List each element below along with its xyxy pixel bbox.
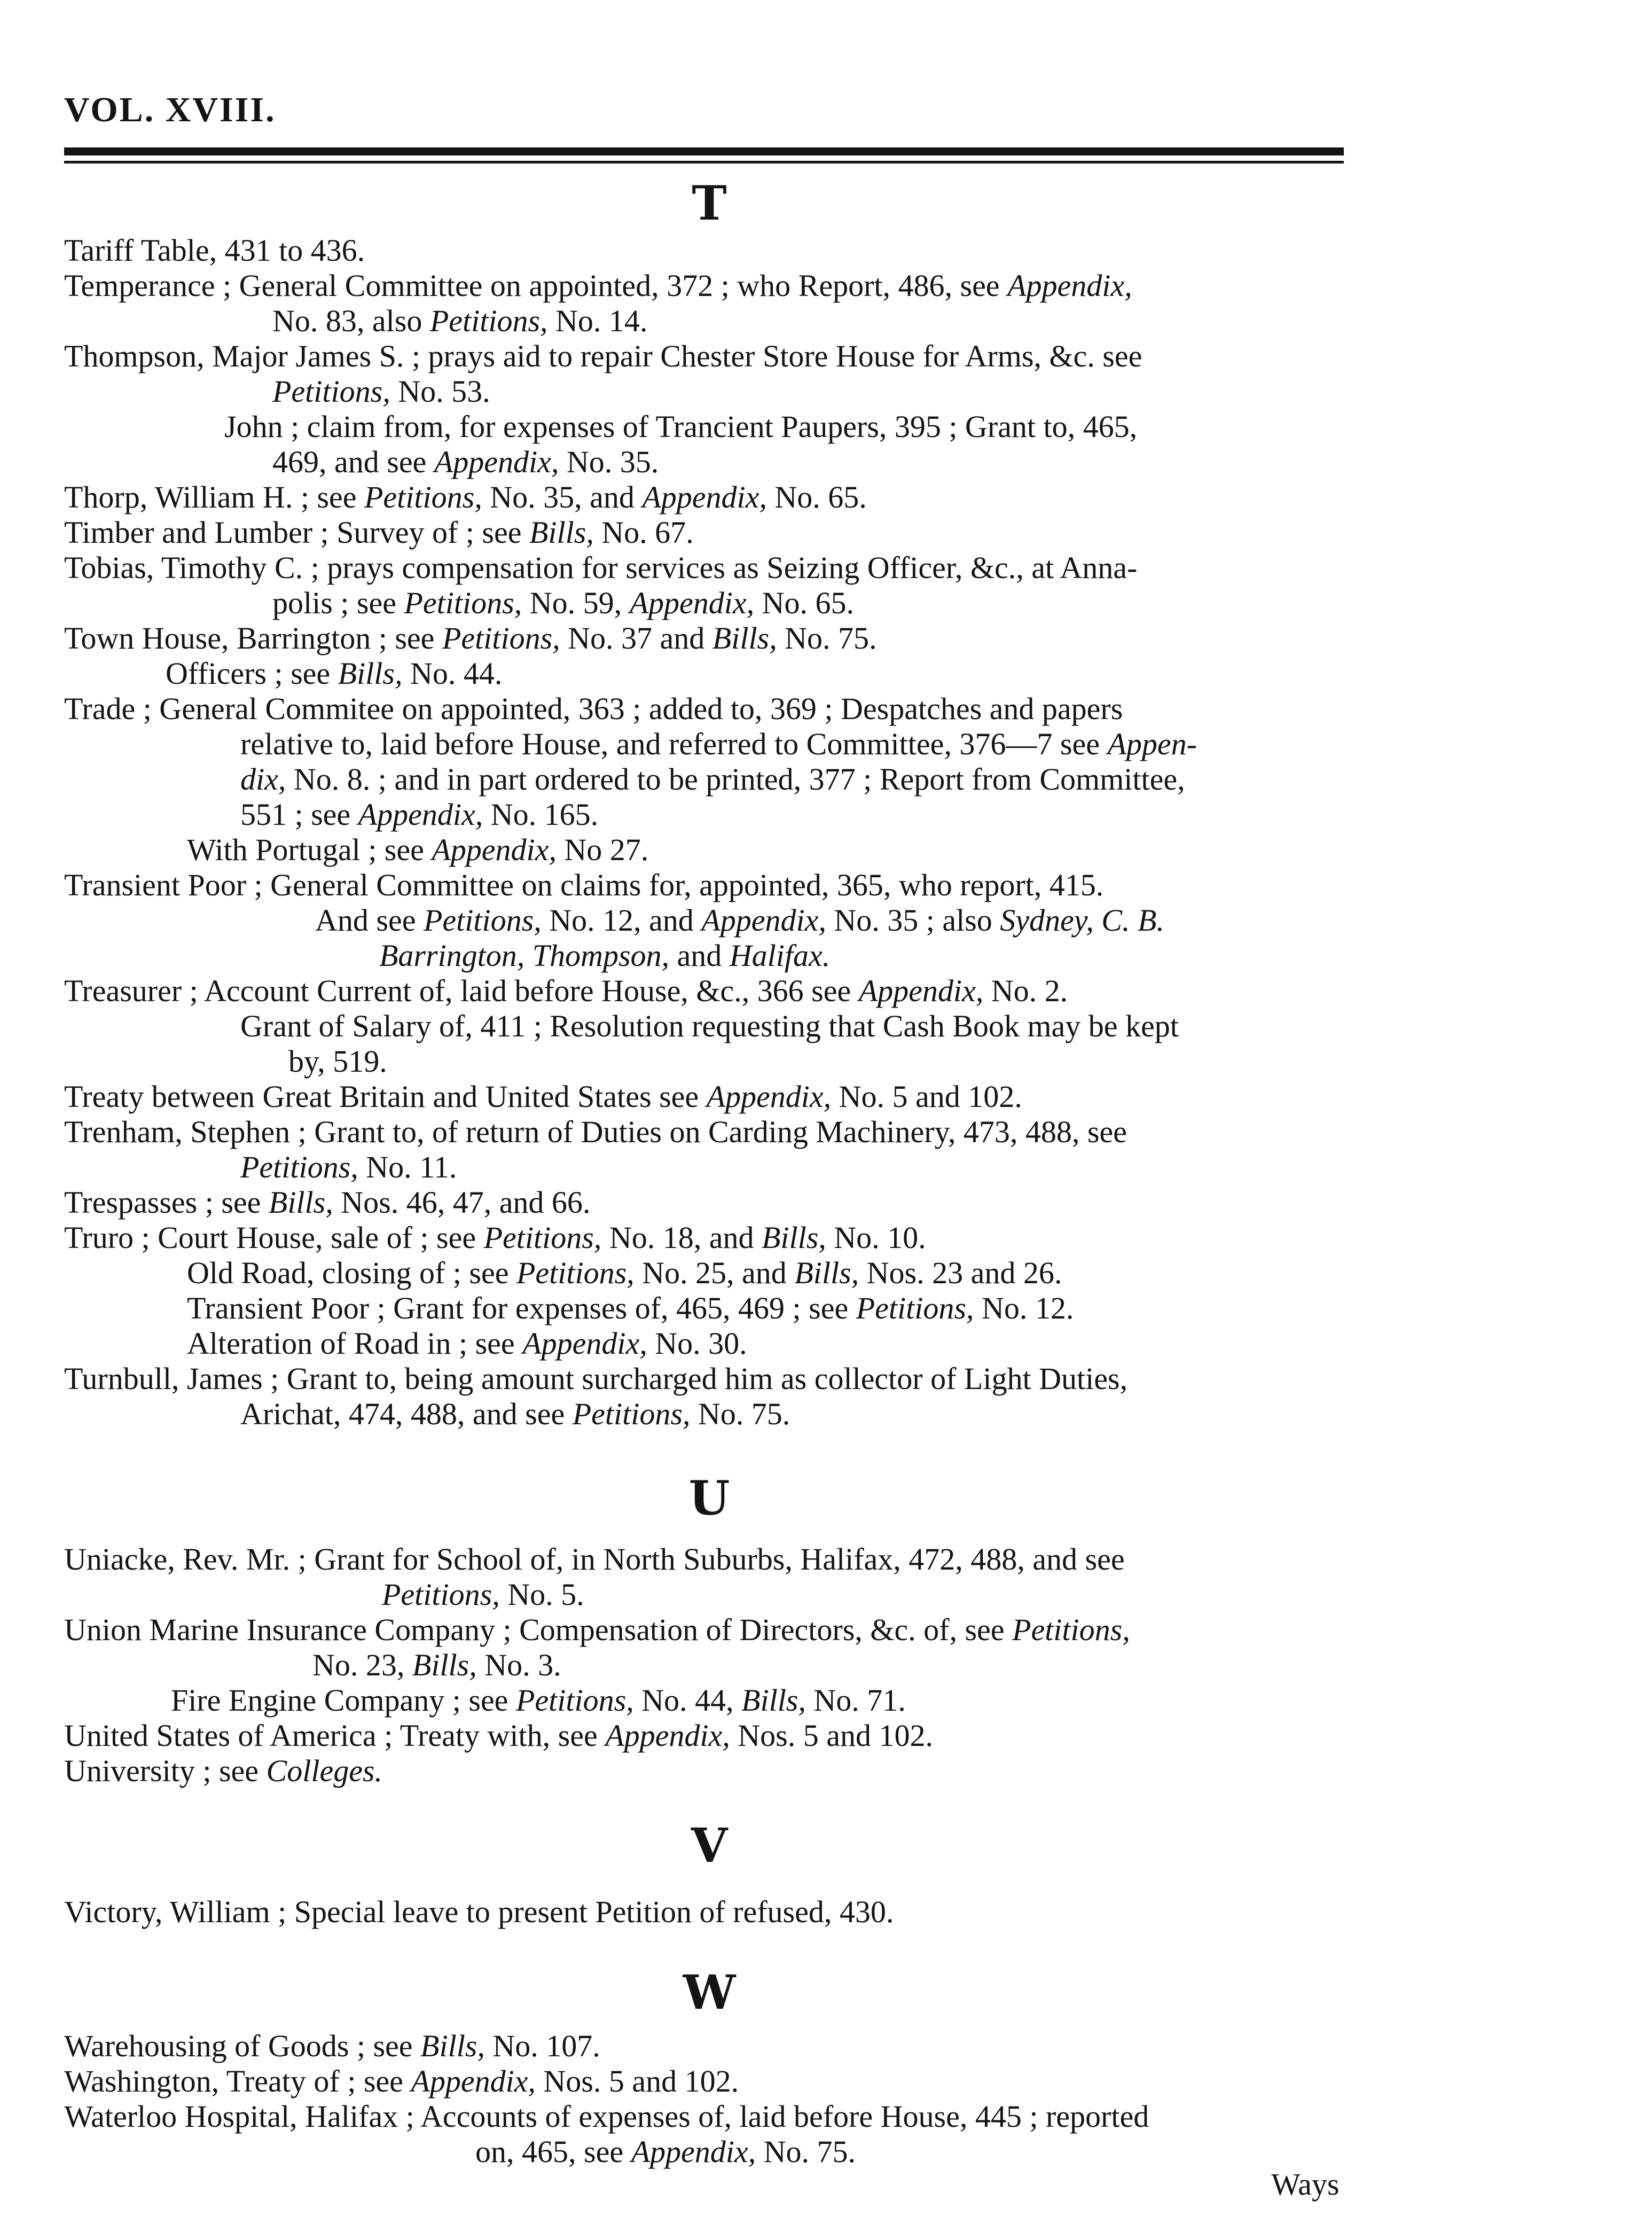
index-line: Thorp, William H. ; see Petitions, No. 35, and Appendix, No. 65.	[64, 480, 867, 514]
index-line: Petitions, No. 53.	[272, 374, 490, 409]
index-line: Transient Poor ; General Committee on claims for, appointed, 365, who report, 415.	[64, 868, 1104, 902]
index-line: Barrington, Thompson, and Halifax.	[379, 938, 831, 973]
index-line: Turnbull, James ; Grant to, being amount surcharged him as collector of Light Duties,	[64, 1361, 1128, 1396]
index-line: John ; claim from, for expenses of Trancient Paupers, 395 ; Grant to, 465,	[224, 409, 1138, 444]
index-line: Alteration of Road in ; see Appendix, No. 30.	[187, 1326, 747, 1361]
index-line: Trespasses ; see Bills, Nos. 46, 47, and 66.	[64, 1185, 591, 1220]
index-line: dix, No. 8. ; and in part ordered to be printed, 377 ; Report from Committee,	[240, 762, 1185, 797]
index-line: Thompson, Major James S. ; prays aid to repair Chester Store House for Arms, &c. see	[64, 339, 1142, 373]
index-line: Washington, Treaty of ; see Appendix, Nos. 5 and 102.	[64, 2064, 739, 2099]
index-line: Trade ; General Commitee on appointed, 363 ; added to, 369 ; Despatches and papers	[64, 691, 1123, 726]
index-line: Fire Engine Company ; see Petitions, No. 44, Bills, No. 71.	[171, 1683, 906, 1718]
index-line: Arichat, 474, 488, and see Petitions, No. 75.	[240, 1397, 790, 1431]
index-line: on, 465, see Appendix, No. 75.	[475, 2134, 856, 2169]
index-line: Union Marine Insurance Company ; Compensation of Directors, &c. of, see Petitions,	[64, 1612, 1130, 1647]
index-line: Town House, Barrington ; see Petitions, No. 37 and Bills, No. 75.	[64, 621, 877, 656]
section-letter-t: T	[692, 175, 727, 231]
index-line: United States of America ; Treaty with, see Appendix, Nos. 5 and 102.	[64, 1718, 933, 1753]
index-line: Trenham, Stephen ; Grant to, of return of Duties on Carding Machinery, 473, 488, see	[64, 1114, 1127, 1149]
index-line: relative to, laid before House, and referred to Committee, 376—7 see Appen-	[240, 727, 1197, 761]
index-line: No. 83, also Petitions, No. 14.	[272, 303, 648, 338]
index-line: Grant of Salary of, 411 ; Resolution requesting that Cash Book may be kept	[240, 1009, 1179, 1043]
index-line: Truro ; Court House, sale of ; see Petitions, No. 18, and Bills, No. 10.	[64, 1220, 926, 1255]
index-line: Uniacke, Rev. Mr. ; Grant for School of, in North Suburbs, Halifax, 472, 488, and see	[64, 1542, 1125, 1577]
section-letter-v: V	[691, 1817, 728, 1873]
header-rule-thin	[64, 161, 1344, 163]
index-line: And see Petitions, No. 12, and Appendix, No. 35 ; also Sydney, C. B.	[315, 903, 1164, 938]
index-line: University ; see Colleges.	[64, 1753, 383, 1788]
index-line: Officers ; see Bills, No. 44.	[166, 656, 503, 691]
index-line: Tariff Table, 431 to 436.	[64, 233, 365, 268]
index-line: Timber and Lumber ; Survey of ; see Bills, No. 67.	[64, 515, 694, 550]
section-letter-w: W	[683, 1964, 736, 2020]
index-line: Victory, William ; Special leave to present Petition of refused, 430.	[64, 1894, 894, 1929]
index-line: Waterloo Hospital, Halifax ; Accounts of expenses of, laid before House, 445 ; reported	[64, 2099, 1149, 2134]
index-line: No. 23, Bills, No. 3.	[312, 1648, 561, 1682]
index-line: Warehousing of Goods ; see Bills, No. 107.	[64, 2029, 600, 2063]
index-line: 551 ; see Appendix, No. 165.	[240, 797, 599, 832]
index-line: 469, and see Appendix, No. 35.	[272, 444, 659, 479]
index-line: Treaty between Great Britain and United States see Appendix, No. 5 and 102.	[64, 1079, 1022, 1114]
index-line: polis ; see Petitions, No. 59, Appendix, No. 65.	[272, 586, 854, 620]
index-line: Petitions, No. 11.	[240, 1150, 457, 1184]
index-line: Tobias, Timothy C. ; prays compensation for services as Seizing Officer, &c., at Anna-	[64, 550, 1138, 585]
index-line: Temperance ; General Committee on appointed, 372 ; who Report, 486, see Appendix,	[64, 268, 1132, 303]
index-line: With Portugal ; see Appendix, No 27.	[187, 832, 649, 867]
index-line: Old Road, closing of ; see Petitions, No. 25, and Bills, Nos. 23 and 26.	[187, 1255, 1062, 1290]
index-line: Petitions, No. 5.	[382, 1577, 584, 1612]
index-line: by, 519.	[288, 1044, 387, 1079]
catchword: Ways	[1271, 2167, 1340, 2202]
header-rule-thick	[64, 147, 1344, 155]
section-letter-u: U	[688, 1470, 730, 1526]
index-line: Treasurer ; Account Current of, laid before House, &c., 366 see Appendix, No. 2.	[64, 973, 1068, 1008]
index-line: Transient Poor ; Grant for expenses of, 465, 469 ; see Petitions, No. 12.	[187, 1291, 1074, 1325]
volume-header: VOL. XVIII.	[64, 90, 276, 129]
